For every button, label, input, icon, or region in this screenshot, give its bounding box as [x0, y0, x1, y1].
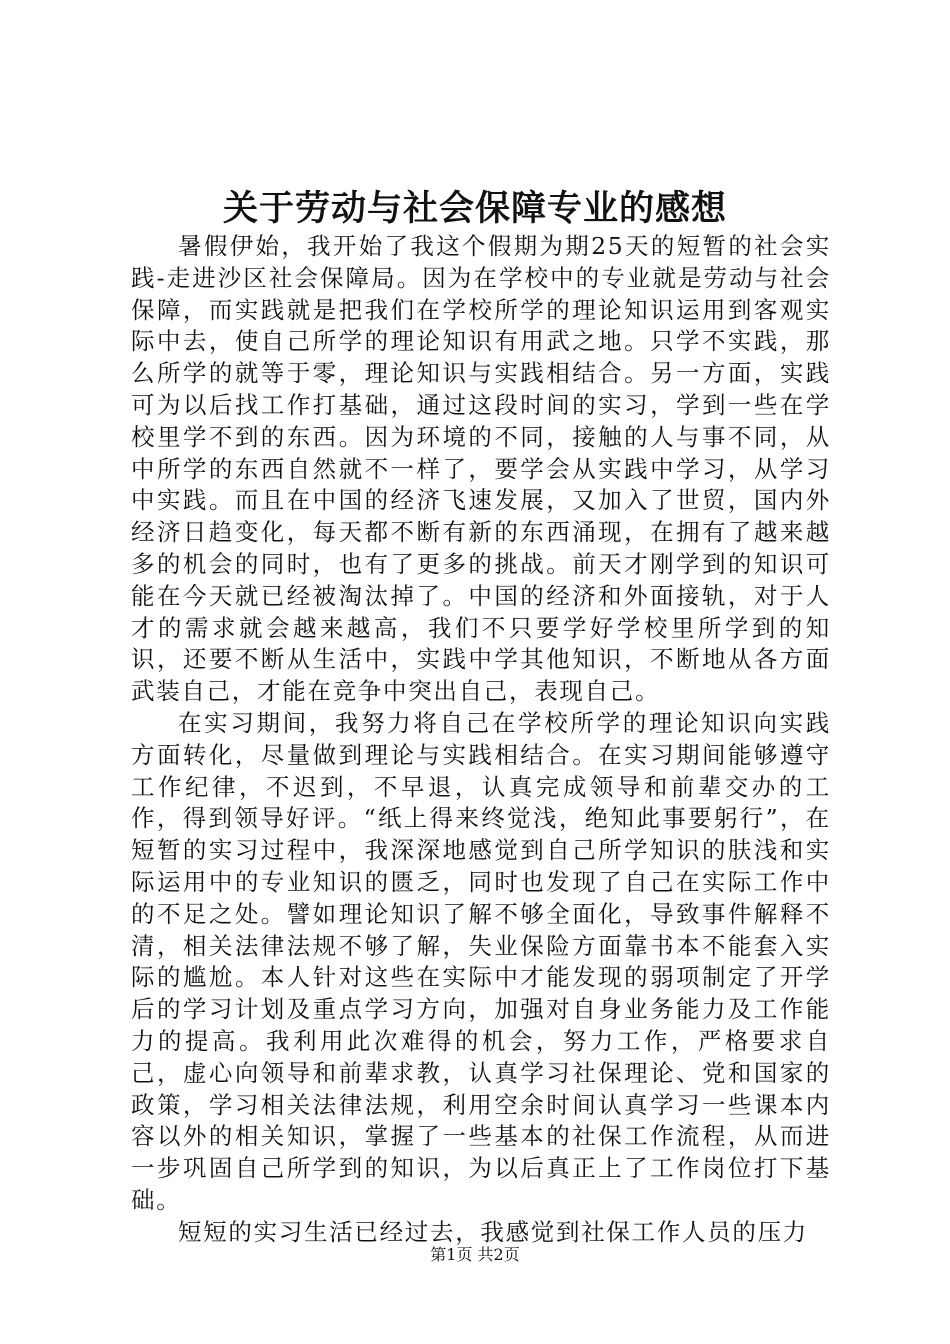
document-title: 关于劳动与社会保障专业的感想	[222, 188, 727, 229]
document-body	[131, 231, 831, 1249]
paragraph-3: 短短的实习生活已经过去，我感觉到社保工作人员的压力	[178, 1217, 808, 1246]
page-number-footer: 第1页 共2页	[430, 1245, 520, 1264]
paragraph-1: 暑假伊始，我开始了我这个假期为期25天的短暂的社会实践-走进沙区社会保障局。因为在学校中的专业就是劳动与社会保障，而实践就是把我们在学校所学的理论知识运用到客观实际中去，使自己所学的理论知识有用武之地。只学不实践，那么所学的就等于零，理论知识与实践相结合。另一方面，实践可为以后找工作打基础，通过这段时间的实习，学到一些在学校里学不到的东西。因为环境的不同，接触的人与事不同，从中所学的东西自然就不一样了，要学会从实践中学习，从学习中实践。而且在中国的经济飞速发展，又加入了世贸，国内外经济日趋变化，每天都不断有新的东西涌现，在拥有了越来越多的机会的同时，也有了更多的挑战。前天才刚学到的知识可能在今天就已经被淘汰掉了。中国的经济和外面接轨，对于人才的需求就会越来越高，我们不只要学好学校里所学到的知识，还要不断从生活中，实践中学其他知识，不断地从各方面武装自己，才能在竞争中突出自己，表现自己。	[131, 232, 831, 706]
paragraph-2: 在实习期间，我努力将自己在学校所学的理论知识向实践方面转化，尽量做到理论与实践相结合。在实习期间能够遵守工作纪律，不迟到，不早退，认真完成领导和前辈交办的工作，得到领导好评。“纸上得来终觉浅，绝知此事要躬行”，在短暂的实习过程中，我深深地感觉到自己所学知识的肤浅和实际运用中的专业知识的匮乏，同时也发现了自己在实际工作中的不足之处。譬如理论知识了解不够全面化，导致事件解释不清，相关法律法规不够了解，失业保险方面靠书本不能套入实际的尴尬。本人针对这些在实际中才能发现的弱项制定了开学后的学习计划及重点学习方向，加强对自身业务能力及工作能力的提高。我利用此次难得的机会，努力工作，严格要求自己，虚心向领导和前辈求教，认真学习社保理论、党和国家的政策，学习相关法律法规，利用空余时间认真学习一些课本内容以外的相关知识，掌握了一些基本的社保工作流程，从而进一步巩固自己所学到的知识，为以后真正上了工作岗位打下基础。	[131, 708, 831, 1214]
